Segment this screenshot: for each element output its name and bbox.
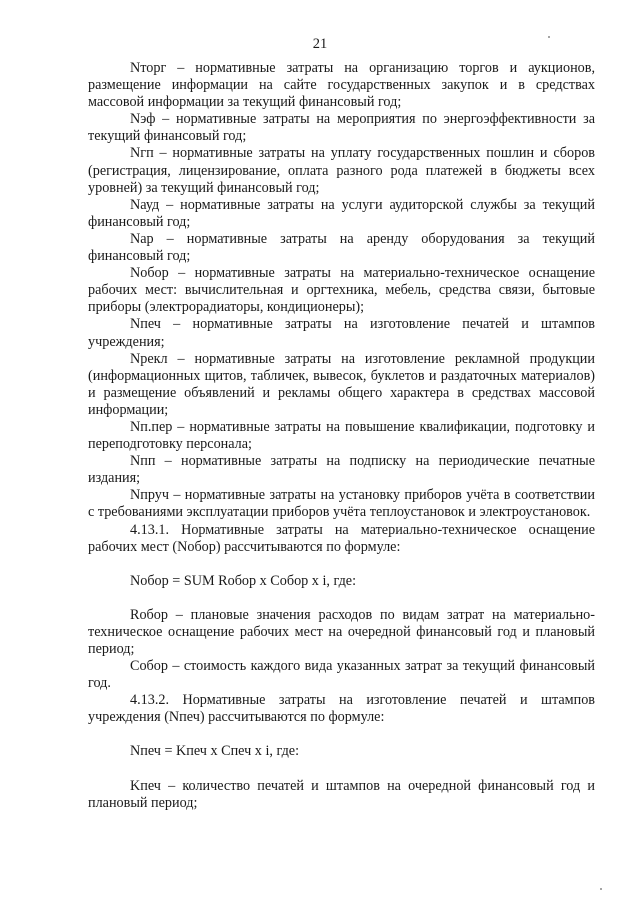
spacer (88, 761, 595, 778)
scan-speck (548, 36, 550, 38)
definition-paragraph: Nэф – нормативные затраты на мероприятия по энергоэффективности за текущий финансовый год; (88, 111, 595, 145)
definition-paragraph: Cобор – стоимость каждого вида указанных затрат за текущий финансовый год. (88, 658, 595, 692)
document-body (88, 60, 595, 812)
definition-paragraph: Nгп – нормативные затраты на уплату государственных пошлин и сборов (регистрация, лицензирование, оплата разного рода платежей в бюджеты всех уровней) за текущий финансовый год; (88, 145, 595, 196)
spacer (88, 556, 595, 573)
definition-paragraph: Kпеч – количество печатей и штампов на очередной финансовый год и плановый период; (88, 777, 595, 811)
definition-paragraph: Nобор – нормативные затраты на материально-техническое оснащение рабочих мест: вычислительная и оргтехника, мебель, средства связи, бытовые приборы (электрорадиаторы, кондиционеры); (88, 265, 595, 316)
section-paragraph: 4.13.1. Нормативные затраты на материально-техническое оснащение рабочих мест (Nобор) рассчитываются по формуле: (88, 521, 595, 555)
spacer (88, 590, 595, 607)
definition-paragraph: Nрекл – нормативные затраты на изготовление рекламной продукции (информационных щитов, табличек, вывесок, буклетов и раздаточных материалов) и размещение объявлений и рекламы общего характера в средствах массовой информации; (88, 350, 595, 418)
definition-paragraph: Nпеч – нормативные затраты на изготовление печатей и штампов учреждения; (88, 316, 595, 350)
definition-paragraph: Nпруч – нормативные затраты на установку приборов учёта в соответствии с требованиями эксплуатации приборов учёта теплоустановок и электроустановок. (88, 487, 595, 521)
formula-npech: Nпеч = Kпеч x Cпеч x i, где: (130, 743, 300, 760)
definition-paragraph: Nауд – нормативные затраты на услуги аудиторской службы за текущий финансовый год; (88, 196, 595, 230)
spacer (88, 726, 595, 743)
definition-paragraph: Nпп – нормативные затраты на подписку на периодические печатные издания; (88, 453, 595, 487)
scan-speck (600, 888, 602, 890)
formula-nobor: Nобор = SUM Rобор x Cобор x i, где: (130, 572, 357, 589)
definition-paragraph: Nар – нормативные затраты на аренду оборудования за текущий финансовый год; (88, 230, 595, 265)
section-paragraph: 4.13.2. Нормативные затраты на изготовление печатей и штампов учреждения (Nпеч) рассчитываются по формуле: (88, 692, 595, 726)
page-number: 21 (312, 36, 328, 52)
definition-paragraph: Rобор – плановые значения расходов по видам затрат на материально-техническое оснащение рабочих мест на очередной финансовый год и плановый период; (88, 606, 595, 657)
definition-paragraph: Nп.пер – нормативные затраты на повышение квалификации, подготовку и переподготовку персонала; (88, 418, 595, 453)
definition-paragraph: Nторг – нормативные затраты на организацию торгов и аукционов, размещение информации на сайте государственных закупок и в средствах массовой информации за текущий финансовый год; (88, 60, 595, 111)
